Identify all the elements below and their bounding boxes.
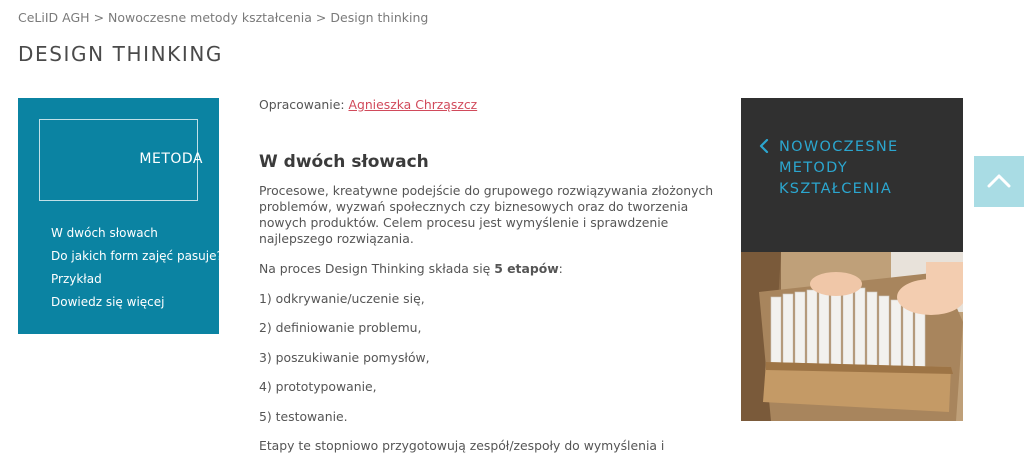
scroll-to-top-button[interactable] xyxy=(974,156,1024,207)
chevron-left-icon xyxy=(758,139,770,153)
method-nav-list xyxy=(51,225,223,317)
author-line xyxy=(259,97,721,113)
intro-paragraph: Procesowe, kreatywne podejście do grupowego rozwiązywania złożonych problemów, wyzwań społecznych czy biznesowych oraz do tworzenia nowych produktów. Celem procesu jest wymyślenie i sprawdzenie najlepszego rozwiązania. xyxy=(259,183,714,246)
promo-title[interactable] xyxy=(779,137,898,200)
page-title: DESIGN THINKING xyxy=(18,42,224,66)
stages-prefix: Na proces Design Thinking składa się xyxy=(259,261,495,276)
breadcrumb-separator: > xyxy=(93,10,105,25)
stage-item: 2) definiowanie problemu, xyxy=(259,320,422,335)
stage-item: 5) testowanie. xyxy=(259,408,348,424)
stages-suffix: : xyxy=(558,261,563,276)
breadcrumb-link-home[interactable]: CeLiID AGH xyxy=(18,10,90,25)
breadcrumb-link-methods[interactable]: Nowoczesne metody kształcenia xyxy=(108,10,312,25)
promo-title-line: NOWOCZESNE xyxy=(779,139,899,155)
method-title: METODA xyxy=(139,151,203,167)
author-link[interactable]: Agnieszka Chrząszcz xyxy=(348,97,478,112)
nav-item-w-dwoch-slowach[interactable]: W dwóch słowach xyxy=(51,226,158,240)
nav-item-do-jakich-form[interactable]: Do jakich form zajęć pasuje? xyxy=(51,249,223,263)
nav-item-przyklad[interactable]: Przykład xyxy=(51,272,102,286)
methods-promo xyxy=(741,98,963,421)
promo-title-line: METODY xyxy=(779,160,848,176)
breadcrumb-separator: > xyxy=(315,10,327,25)
stages-count: 5 etapów xyxy=(494,261,559,276)
breadcrumb xyxy=(18,10,428,25)
stage-item: 4) prototypowanie, xyxy=(259,379,377,394)
closing-paragraph: Etapy te stopniowo przygotowują zespół/zespoły do wymyślenia i xyxy=(259,438,665,453)
stages-intro xyxy=(259,261,721,277)
breadcrumb-current: Design thinking xyxy=(330,10,429,25)
file-drawer-illustration xyxy=(741,252,963,421)
chevron-up-icon xyxy=(987,172,1011,188)
article-content xyxy=(259,97,721,459)
nav-item-dowiedz-sie-wiecej[interactable]: Dowiedz się więcej xyxy=(51,295,165,309)
stage-item: 1) odkrywanie/uczenie się, xyxy=(259,290,425,306)
promo-photo xyxy=(741,252,963,421)
section-heading: W dwóch słowach xyxy=(259,152,429,172)
promo-link-box[interactable] xyxy=(741,98,963,252)
promo-title-line: KSZTAŁCENIA xyxy=(779,181,893,197)
author-label: Opracowanie: xyxy=(259,97,345,112)
stage-item: 3) poszukiwanie pomysłów, xyxy=(259,349,430,365)
method-side-nav xyxy=(18,98,223,334)
